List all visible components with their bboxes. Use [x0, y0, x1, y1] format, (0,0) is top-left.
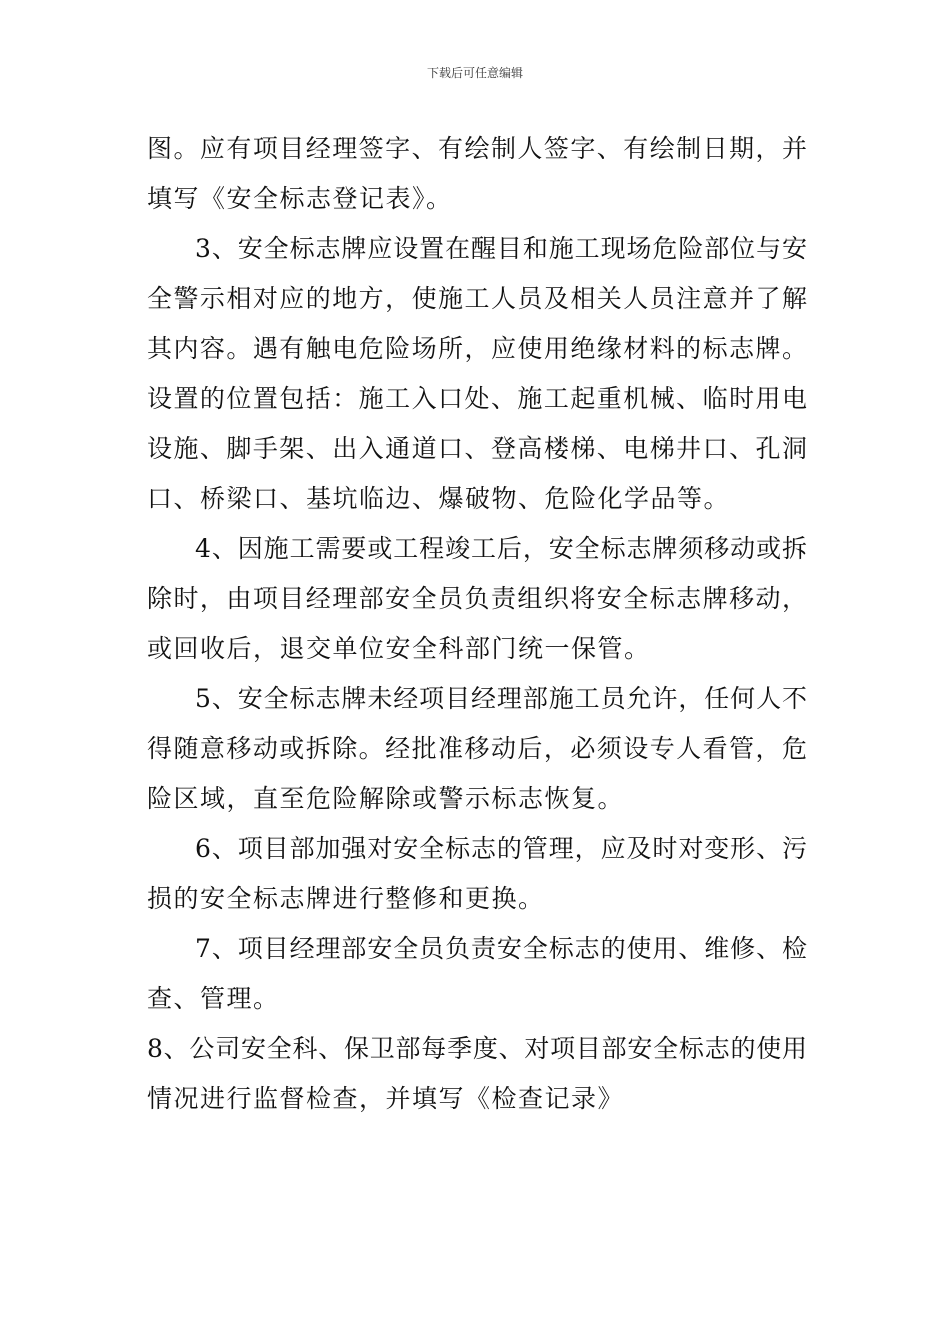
text-line: 除时，由项目经理部安全员负责组织将安全标志牌移动， [147, 584, 807, 613]
text-line: 图。应有项目经理签字、有绘制人签字、有绘制日期，并 [147, 134, 807, 163]
text-line: 其内容。遇有触电危险场所，应使用绝缘材料的标志牌。 [147, 334, 807, 363]
text-line: 得随意移动或拆除。经批准移动后，必须设专人看管，危 [147, 734, 807, 763]
text-line: 8、公司安全科、保卫部每季度、对项目部安全标志的使用 [147, 1034, 807, 1063]
text-line: 或回收后，退交单位安全科部门统一保管。 [147, 634, 651, 663]
text-line: 设施、脚手架、出入通道口、登高楼梯、电梯井口、孔洞 [147, 434, 807, 463]
text-line: 5、安全标志牌未经项目经理部施工员允许，任何人不 [195, 684, 807, 713]
text-line: 6、项目部加强对安全标志的管理，应及时对变形、污 [195, 834, 807, 863]
text-line: 情况进行监督检查，并填写《检查记录》 [147, 1084, 625, 1113]
text-line: 险区域，直至危险解除或警示标志恢复。 [147, 784, 625, 813]
text-line: 3、安全标志牌应设置在醒目和施工现场危险部位与安 [195, 234, 807, 263]
page-header-note: 下载后可任意编辑 [426, 66, 523, 80]
text-line: 口、桥梁口、基坑临边、爆破物、危险化学品等。 [147, 484, 731, 513]
text-line: 填写《安全标志登记表》。 [147, 184, 453, 213]
text-line: 查、管理。 [147, 984, 280, 1013]
text-line: 4、因施工需要或工程竣工后，安全标志牌须移动或拆 [195, 534, 807, 563]
text-line: 损的安全标志牌进行整修和更换。 [147, 884, 545, 913]
text-line: 全警示相对应的地方，使施工人员及相关人员注意并了解 [147, 284, 807, 313]
text-line: 设置的位置包括：施工入口处、施工起重机械、临时用电 [147, 384, 807, 413]
text-line: 7、项目经理部安全员负责安全标志的使用、维修、检 [195, 934, 807, 963]
